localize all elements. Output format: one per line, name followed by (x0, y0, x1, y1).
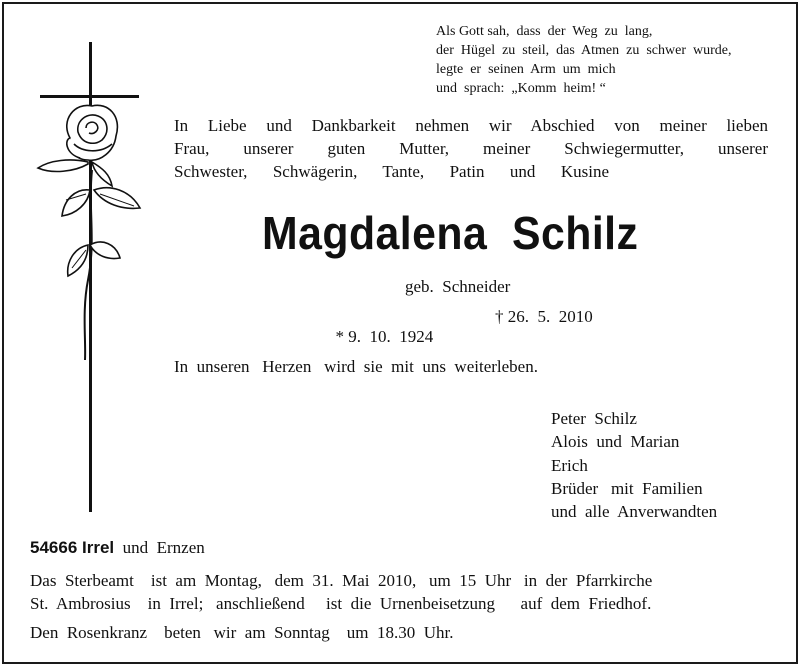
mourner-line: Erich (551, 455, 588, 475)
mourner-line: Peter Schilz (551, 409, 637, 428)
poem-line: und sprach: „Komm heim! “ (436, 81, 606, 96)
mourner-line: und alle Anverwandten (551, 502, 718, 522)
poem (436, 22, 776, 98)
intro-line: Frau, unserer guten Mutter, meiner Schwiegermutter, unserer (174, 139, 768, 158)
birth-date: * 9. 10. 1924 (335, 327, 434, 346)
cross-with-rose-icon (30, 40, 145, 515)
funeral-line: Das Sterbeamt ist am Montag, dem 31. Mai 2010, um 15 Uhr in der Pfarrkirche (30, 571, 653, 590)
mourner-line: Alois und Marian (551, 432, 680, 452)
memory-line: In unseren Herzen wird sie mit uns weiterleben. (174, 357, 538, 376)
maiden-name: geb. Schneider (405, 277, 511, 296)
poem-line: der Hügel zu steil, das Atmen zu schwer wurde, (436, 43, 732, 58)
funeral-line: St. Ambrosius in Irrel; anschließend ist die Urnenbeisetzung auf dem Friedhof. (30, 594, 652, 613)
funeral-info (30, 569, 753, 615)
intro-line: Schwester, Schwägerin, Tante, Patin und Kusine (174, 162, 609, 181)
rosary-info: Den Rosenkranz beten wir am Sonntag um 18.30 Uhr. (30, 623, 454, 642)
zip-city: 54666 Irrel (30, 538, 115, 557)
deceased-name: Magdalena Schilz (262, 207, 639, 259)
mourners-list (551, 407, 717, 523)
place-extra: und Ernzen (114, 538, 205, 557)
place-line (30, 538, 205, 558)
mourner-line: Brüder mit Familien (551, 478, 703, 498)
poem-line: Als Gott sah, dass der Weg zu lang, (436, 24, 653, 39)
poem-line: legte er seinen Arm um mich (436, 62, 616, 77)
death-date: † 26. 5. 2010 (495, 307, 593, 326)
intro-text (174, 114, 768, 183)
intro-line: In Liebe und Dankbarkeit nehmen wir Abschied von meiner lieben (174, 116, 768, 135)
